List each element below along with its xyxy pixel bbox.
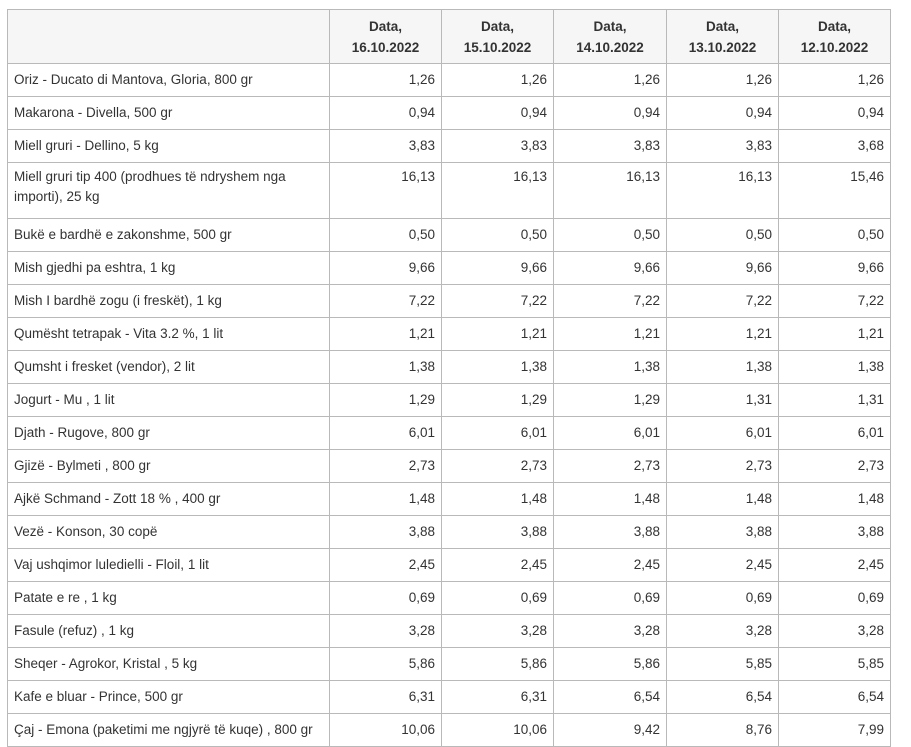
price-cell: 0,50 <box>330 219 442 252</box>
price-cell: 3,83 <box>667 130 779 163</box>
price-cell: 6,54 <box>554 681 667 714</box>
column-header-label: Data, <box>593 18 627 34</box>
price-cell: 3,83 <box>554 130 667 163</box>
price-cell: 6,54 <box>667 681 779 714</box>
price-cell: 0,50 <box>554 219 667 252</box>
table-row <box>8 648 891 681</box>
table-header <box>8 10 891 64</box>
product-name-cell: Oriz - Ducato di Mantova, Gloria, 800 gr <box>8 64 330 97</box>
price-cell: 1,26 <box>330 64 442 97</box>
price-cell: 2,45 <box>330 549 442 582</box>
price-cell: 0,94 <box>667 97 779 130</box>
price-cell: 16,13 <box>554 163 667 219</box>
price-cell: 2,45 <box>667 549 779 582</box>
price-cell: 1,38 <box>667 351 779 384</box>
price-cell: 9,66 <box>779 252 891 285</box>
price-cell: 10,06 <box>442 714 554 747</box>
price-cell: 2,45 <box>779 549 891 582</box>
column-header-date-value: 16.10.2022 <box>351 39 420 55</box>
price-cell: 5,86 <box>330 648 442 681</box>
price-cell: 10,06 <box>330 714 442 747</box>
column-header-date <box>779 10 891 64</box>
price-cell: 3,28 <box>554 615 667 648</box>
column-header-label: Data, <box>368 18 402 34</box>
column-header-date-value: 14.10.2022 <box>576 39 644 55</box>
price-cell: 1,38 <box>554 351 667 384</box>
price-cell: 3,28 <box>667 615 779 648</box>
price-cell: 6,01 <box>667 417 779 450</box>
table-row <box>8 582 891 615</box>
price-cell: 5,86 <box>554 648 667 681</box>
product-name-cell: Patate e re , 1 kg <box>8 582 330 615</box>
price-cell: 3,88 <box>330 516 442 549</box>
price-cell: 3,83 <box>442 130 554 163</box>
price-cell: 0,69 <box>442 582 554 615</box>
header-corner-cell <box>8 10 330 64</box>
price-cell: 7,99 <box>779 714 891 747</box>
table-row <box>8 97 891 130</box>
product-name-cell: Miell gruri tip 400 (prodhues të ndryshem nga importi), 25 kg <box>8 163 330 219</box>
price-cell: 1,29 <box>554 384 667 417</box>
product-name-cell: Makarona - Divella, 500 gr <box>8 97 330 130</box>
price-cell: 2,45 <box>442 549 554 582</box>
price-cell: 16,13 <box>330 163 442 219</box>
price-cell: 0,94 <box>442 97 554 130</box>
price-cell: 6,31 <box>330 681 442 714</box>
price-cell: 1,26 <box>442 64 554 97</box>
price-cell: 1,21 <box>554 318 667 351</box>
column-header-label: Data, <box>817 18 851 34</box>
column-header-date <box>442 10 554 64</box>
product-name-cell: Bukë e bardhë e zakonshme, 500 gr <box>8 219 330 252</box>
product-name-cell: Kafe e bluar - Prince, 500 gr <box>8 681 330 714</box>
price-cell: 9,66 <box>667 252 779 285</box>
price-cell: 0,69 <box>554 582 667 615</box>
price-cell: 0,69 <box>330 582 442 615</box>
price-cell: 1,38 <box>442 351 554 384</box>
price-cell: 1,29 <box>330 384 442 417</box>
column-header-date-value: 12.10.2022 <box>800 39 869 55</box>
price-cell: 16,13 <box>667 163 779 219</box>
price-cell: 0,94 <box>330 97 442 130</box>
product-name-cell: Ajkë Schmand - Zott 18 % , 400 gr <box>8 483 330 516</box>
price-cell: 1,48 <box>667 483 779 516</box>
column-header-date <box>330 10 442 64</box>
price-cell: 6,01 <box>779 417 891 450</box>
product-name-cell: Fasule (refuz) , 1 kg <box>8 615 330 648</box>
price-cell: 3,28 <box>442 615 554 648</box>
price-cell: 1,29 <box>442 384 554 417</box>
product-name-cell: Gjizë - Bylmeti , 800 gr <box>8 450 330 483</box>
price-cell: 6,31 <box>442 681 554 714</box>
price-cell: 3,88 <box>667 516 779 549</box>
header-row <box>8 10 891 64</box>
column-header-date <box>667 10 779 64</box>
price-cell: 5,85 <box>667 648 779 681</box>
column-header-label: Data, <box>705 18 739 34</box>
column-header-date-value: 13.10.2022 <box>688 39 757 55</box>
price-cell: 7,22 <box>330 285 442 318</box>
price-cell: 8,76 <box>667 714 779 747</box>
product-name-cell: Djath - Rugove, 800 gr <box>8 417 330 450</box>
table-row <box>8 252 891 285</box>
table-row <box>8 714 891 747</box>
product-name-cell: Mish gjedhi pa eshtra, 1 kg <box>8 252 330 285</box>
price-cell: 16,13 <box>442 163 554 219</box>
price-cell: 0,94 <box>779 97 891 130</box>
price-cell: 2,73 <box>330 450 442 483</box>
price-cell: 6,01 <box>330 417 442 450</box>
product-name-cell: Mish I bardhë zogu (i freskët), 1 kg <box>8 285 330 318</box>
table-row <box>8 130 891 163</box>
price-cell: 6,01 <box>554 417 667 450</box>
table-row <box>8 615 891 648</box>
price-cell: 3,28 <box>330 615 442 648</box>
price-cell: 2,73 <box>779 450 891 483</box>
price-cell: 7,22 <box>779 285 891 318</box>
price-cell: 0,50 <box>779 219 891 252</box>
table-row <box>8 351 891 384</box>
product-name-cell: Vaj ushqimor luledielli - Floil, 1 lit <box>8 549 330 582</box>
table-row <box>8 681 891 714</box>
price-table <box>7 9 891 747</box>
price-cell: 3,88 <box>442 516 554 549</box>
product-name-cell: Miell gruri - Dellino, 5 kg <box>8 130 330 163</box>
price-cell: 3,88 <box>779 516 891 549</box>
table-row <box>8 384 891 417</box>
column-header-date <box>554 10 667 64</box>
price-cell: 3,28 <box>779 615 891 648</box>
price-cell: 9,66 <box>330 252 442 285</box>
price-cell: 6,54 <box>779 681 891 714</box>
table-row <box>8 219 891 252</box>
table-row <box>8 450 891 483</box>
product-name-cell: Jogurt - Mu , 1 lit <box>8 384 330 417</box>
price-cell: 7,22 <box>667 285 779 318</box>
product-name-cell: Sheqer - Agrokor, Kristal , 5 kg <box>8 648 330 681</box>
price-cell: 1,26 <box>667 64 779 97</box>
price-cell: 1,26 <box>554 64 667 97</box>
price-cell: 2,45 <box>554 549 667 582</box>
price-cell: 0,69 <box>667 582 779 615</box>
price-cell: 2,73 <box>442 450 554 483</box>
product-name-cell: Vezë - Konson, 30 copë <box>8 516 330 549</box>
table-row <box>8 163 891 219</box>
price-cell: 0,69 <box>779 582 891 615</box>
price-cell: 7,22 <box>442 285 554 318</box>
table-row <box>8 549 891 582</box>
column-header-label: Data, <box>480 18 514 34</box>
product-name-cell: Çaj - Emona (paketimi me ngjyrë të kuqe) , 800 gr <box>8 714 330 747</box>
table-body <box>8 64 891 747</box>
price-cell: 0,94 <box>554 97 667 130</box>
table-row <box>8 285 891 318</box>
price-cell: 1,38 <box>330 351 442 384</box>
price-cell: 1,26 <box>779 64 891 97</box>
price-cell: 3,88 <box>554 516 667 549</box>
price-cell: 3,83 <box>330 130 442 163</box>
product-name-cell: Qumsht i fresket (vendor), 2 lit <box>8 351 330 384</box>
table-row <box>8 318 891 351</box>
table-row <box>8 64 891 97</box>
price-cell: 0,50 <box>442 219 554 252</box>
product-name-cell: Qumësht tetrapak - Vita 3.2 %, 1 lit <box>8 318 330 351</box>
column-header-date-value: 15.10.2022 <box>463 39 532 55</box>
price-cell: 1,48 <box>442 483 554 516</box>
price-cell: 3,68 <box>779 130 891 163</box>
price-cell: 0,50 <box>667 219 779 252</box>
price-cell: 1,48 <box>554 483 667 516</box>
price-cell: 5,85 <box>779 648 891 681</box>
price-cell: 15,46 <box>779 163 891 219</box>
price-cell: 1,48 <box>779 483 891 516</box>
price-cell: 5,86 <box>442 648 554 681</box>
table-row <box>8 417 891 450</box>
price-cell: 1,48 <box>330 483 442 516</box>
price-cell: 7,22 <box>554 285 667 318</box>
table-row <box>8 516 891 549</box>
price-cell: 1,21 <box>442 318 554 351</box>
price-cell: 6,01 <box>442 417 554 450</box>
price-cell: 9,66 <box>554 252 667 285</box>
price-cell: 1,21 <box>667 318 779 351</box>
table-row <box>8 483 891 516</box>
price-cell: 9,66 <box>442 252 554 285</box>
price-cell: 1,38 <box>779 351 891 384</box>
price-cell: 1,21 <box>779 318 891 351</box>
price-cell: 9,42 <box>554 714 667 747</box>
price-cell: 1,31 <box>667 384 779 417</box>
price-cell: 2,73 <box>667 450 779 483</box>
price-cell: 1,21 <box>330 318 442 351</box>
price-cell: 1,31 <box>779 384 891 417</box>
price-cell: 2,73 <box>554 450 667 483</box>
